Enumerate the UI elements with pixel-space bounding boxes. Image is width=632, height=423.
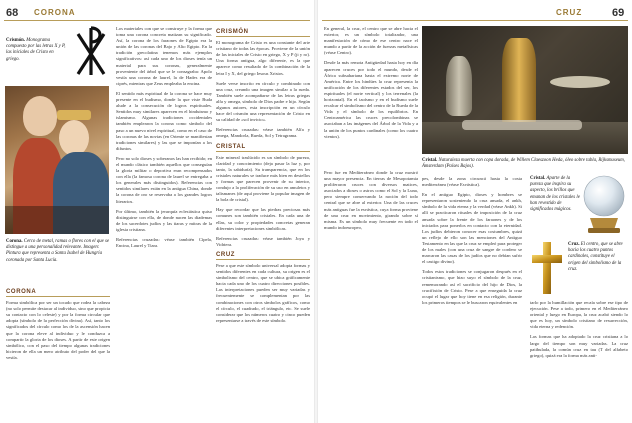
crismon-text-a: El monograma de Cristo es una constante del arte cristiano de todas las épocas. Proviene de la unión de las iniciales de Cristo en griego, X y P (ji y ro). Una forma antigua, algo diferente, es la que aparece como resultado de la combinación de la letra I y X, del griego Iesous Xristos. (216, 40, 310, 76)
section-title-left: CORONA (34, 8, 76, 17)
cruz-text-a: Pese a que este símbolo universal adopta formas y sentidos diferentes en cada cultura, su origen es el simbolismo del centro, que se ubica gráficamente hacia cada uno de los cuatro direcciones posibles. Las interpretaciones pueden ser muy variadas y frecuentemente se complementan por las combinaciones con otros símbolos gráficos, como el círculo, el cuadrado, el triángulo, etc. Se suele considerar que los números cuatro y cinco pueden representarse a través de este símbolo. (216, 263, 310, 323)
heading-cruz: CRUZ (216, 252, 310, 260)
cruz-text-b: En general, la cruz, el centro que se abre hacia el exterior, es un símbolo totalizador, una manifestación de cómo de ese centro nace el mundo a partir de la acción de fuerzas metafísicas (véase Centro). (324, 26, 418, 56)
page-number-right: 69 (612, 7, 625, 19)
painting-santa-isabel (5, 86, 109, 234)
still-life-caption-title: Cristal. (422, 158, 438, 163)
cruz-text-c: Desde la más remota Antigüedad hasta hoy en día aparecen cruces por todo el mundo, desde el África subsahariana hasta el extremo norte de América. Entre los hindúes la cruz representa la unificación de los diferentes estados del ser, los espirituales (el norte vertical) y los terrenales (la horizontal). En el taoísmo y en el budismo suele recalcar el simbolismo del centro de la Rueda de la Vida y el símbolo de los equilibrios. En Centroamérica las cruces precolombinas se asociaban a las imágenes del Árbol de la Vida y a la unión de los puntos cardinales (como los cuatro vientos). (324, 60, 418, 139)
page-number-left: 68 (6, 7, 19, 19)
header-rule-left (4, 20, 310, 21)
corona-text-d: Por último, también la jerarquía eclesiástica quiso distinguirse con ella, de donde nacen las diademas de los sacerdotes judíos y las tiaras y mitras de la iglesia cristiana. (116, 208, 212, 232)
right-header (318, 7, 632, 21)
cruz-caption-title: Cruz. (568, 242, 580, 247)
crismon-text-b: Suele verse inscrito en círculo y combinado con una cruz, creando una imagen similar a la rueda. También suele acompañarse de las letras griegas alfa y omega, símbolo de Dios padre e hijo. Según algunos autores, esta inscripción en un círculo hace del crismón una representación de Cristo en su calidad de «sol invicto». (216, 80, 310, 123)
right-column-1 (324, 170, 418, 235)
cruz-text-i: Las formas que ha adoptado la cruz cristiana a lo largo del tiempo son muy variadas. La cruz patibulada, la común cruz en tau (T del alfabeto griego), quizá era la forma más anti- (530, 334, 628, 358)
gold-cross-icon (530, 240, 564, 296)
left-column-1 (6, 286, 110, 365)
left-page (0, 0, 314, 423)
heading-cristal: CRISTAL (216, 144, 310, 152)
crismon-caption-title: Crismón. (6, 38, 26, 43)
cruz-text-h: tarlo por la humillación que recaía sobre ese tipo de ejecución. Pese a todo, primero en el Mediterráneo oriental y luego en Europa, la cruz acabó siendo lo que es hoy, un símbolo cristiano de resurrección, vida eterna y redención. (530, 300, 628, 330)
still-life-caption (422, 158, 628, 170)
cruz-caption-text: El centro, que se abre hacia los cuatro puntos cardinales, constituye el origen del simbolismo de la cruz. (568, 242, 623, 272)
corona-text-a: Los materiales con que se construye y la forma que toma una corona concreta matizan su significado. Así, la corona de los faraones de Egipto era la unión de las coronas del Bajo y Alto Egipto. En la tradición grecolatina tenemos más ejemplos significativos: así cada uno de los dioses tenía un material para sus coronas, generalmente proveniente del árbol que se le consagraba: Apolo vestía una corona de laurel, la de Hades era de ciprés, mientras que Zeus empleaba la encina. (116, 26, 212, 86)
left-column-2 (116, 26, 212, 253)
section-title-right: CRUZ (556, 8, 583, 17)
heading-crismon: CRISMÓN (216, 29, 310, 37)
right-page (318, 0, 632, 423)
right-column-0 (324, 26, 418, 144)
painting-still-life (422, 26, 628, 154)
corona-caption (6, 239, 114, 264)
heading-corona: CORONA (6, 289, 110, 297)
crismon-caption-text: Monograma compuesto por las letras X y P, las iniciales de Cristo en griego. (6, 38, 66, 62)
corona-text-c: Pero no solo dioses y soberanos las han recibido; en el mundo clásico también aquellos que conseguían la gloria militar o deportiva eran recompensados con ella (la famosa corona de laurel se entregaba a los generales más distinguidos). Referencias con sentidos similares están en la antigua China, donde la corona de oro se reservaba a los grandes logros literarios. (116, 155, 212, 204)
crystal-ball-caption-title: Cristal. (530, 176, 546, 181)
header-rule-right (322, 20, 628, 21)
corona-text: Forma simbólica por ser un tocado que rodea la cabeza (no solo permite destacar al individuo, sino que propicia su contacto con lo celeste) y por la forma circular que adopta (símbolo de la perfección divina). Así, tanto los significados del círculo como los de la ascensión hacen que la corona eleve al individuo y le conduzca a compartir la gloria de los dioses. A partir de este origen simbólico, con el paso del tiempo algunas tradiciones hicieron de ella un mero atributo del poder del que la vestía. (6, 300, 110, 360)
crismon-caption (6, 38, 68, 63)
right-column-3 (530, 300, 628, 363)
cristal-text-b: Hay que recordar que las piedras preciosas más comunes son también cristales. En cada una de ellas, su color y propiedades concretas generan diferentes interpretaciones simbólicas. (216, 207, 310, 231)
cruz-text-d: Pero fue en Mediterráneo donde la cruz mostró una mayor presencia. En tierras de Mesopotamia proliferaron cruces con diversos matices, asociados a dioses o astros como el Sol y la Luna, pero siempre conservando la noción del todo central que se abre al exterior. Una de las cruces más antiguas fue la esvástica, cuya forma proviene de una cruz en movimiento, girando sobre sí misma. Es un símbolo muy frecuente en todo el mundo indoeuropeo, (324, 170, 418, 230)
still-life-caption-text: Naturaleza muerta con copa dorada, de Willem Claeszoon Heda, óleo sobre tabla, Rijksmuseum, Ámsterdam (Países Bajos). (422, 158, 625, 170)
corona-text-b: El sentido más espiritual de la corona se hace muy presente en el budismo, donde la que viste Buda alude a la consecución de logros espirituales. Sentidos muy similares aparecen en el hinduismo y islamismo. Algunas tradiciones occidentales también emplearon la corona como símbolo del paso a un nuevo nivel espiritual, como en el caso de las coronas de las novias (en Oriente se manifiestan tradiciones similares) y las que se imponían a los difuntos. (116, 90, 212, 151)
cruz-caption (568, 242, 628, 273)
right-column-2 (422, 176, 522, 310)
crystal-ball-caption-text: Aparte de la pureza que inspira su aspecto, los brillos que emanan de los cristales le han revestido de significados mágicos. (530, 176, 580, 213)
cruz-text-e: pes, desde la zona circuncá hasta la costa mediterránea (véase Esvástica). (422, 176, 522, 188)
corona-caption-title: Corona. (6, 239, 23, 244)
left-column-3 (216, 26, 310, 328)
left-header (0, 7, 314, 21)
cruz-text-f: En el antiguo Egipto, dioses y hombres se representaron sosteniendo la cruz ansada, el ankh, símbolo de la vida eterna y la verdad (véase Ankh). Si allí se practicaron rituales de imposición de la cruz ansada sobre la frente de los faraones y de los iniciados para ponerlos en contacto con la eternidad. Los judíos debieron conocer esas costumbres, quizá un reflejo de ello son las menciones del Antiguo Testamento en las que la cruz se empleó para proteger de los males (con una cruz de sangre de cordero se marcaron las casas de los judíos que no debían sufrir el castigo divino). (422, 192, 522, 265)
chi-rho-icon (74, 26, 108, 76)
cruz-text-g: Todos estos tradiciones se conjugaron después en el cristianismo, que hizo suyo el símbolo de la cruz, rememorando así el sacrificio del hijo de Dios, la crucifixión de Cristo. Pese a que enseguida la cruz ocupó el lugar que hoy tiene en esa religión, durante los primeros tiempos se le buscaron equivalentes en (422, 269, 522, 305)
crystal-ball-icon (580, 170, 628, 236)
corona-refs: Referencias cruzadas: véase también Cípela, Encina, Laurel y Tiara. (116, 237, 212, 249)
crismon-refs: Referencias cruzadas: véase también Alfa y omega, Mandorla, Rueda, Sol y Tetragrama. (216, 127, 310, 139)
cristal-text-a: Este mineral traslúcido es un símbolo de pureza, claridad y conocimiento (deja pasar la luz y, por tanto, la sabiduría). Su transparencia, que en los cristales naturales se traduce más bien en destellos y formas que parecen provenir de su interior, condujo a la proliferación de su uso en amuletos y talismanes (de aquí proviene la popular imagen de la bola de cristal). (216, 154, 310, 203)
crystal-ball-caption (530, 176, 580, 213)
corona-caption-text: Cerco de metal, ramas o flores con el que se distingue a una personalidad relevante. Imagen: Pintura que representa a Santa Isabel de Hungría coronada por Santa Lucía. (6, 239, 109, 263)
cristal-refs: Referencias cruzadas: véase también Joya y Vidriera. (216, 235, 310, 247)
